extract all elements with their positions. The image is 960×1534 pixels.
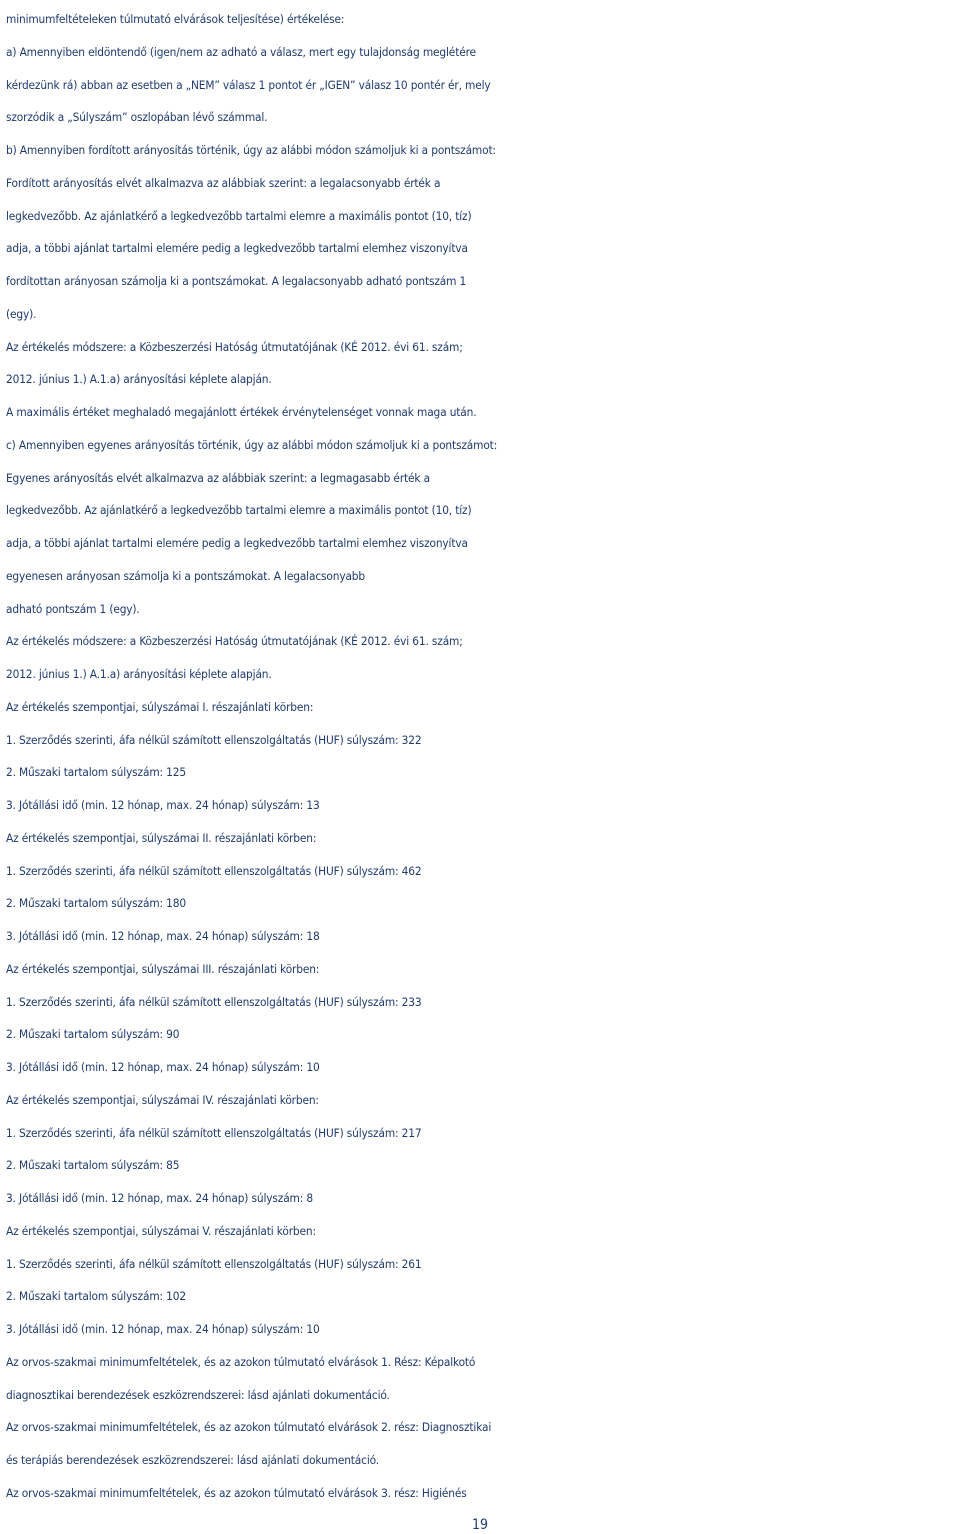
text-line: legkedvezőbb. Az ajánlatkérő a legkedvezőbb tartalmi elemre a maximális pontot (10, tíz) bbox=[6, 208, 472, 223]
text-line: egyenesen arányosan számolja ki a pontszámokat. A legalacsonyabb bbox=[6, 568, 365, 583]
text-line: adja, a többi ajánlat tartalmi elemére pedig a legkedvezőbb tartalmi elemhez viszonyítva bbox=[6, 241, 468, 256]
text-line: kérdezünk rá) abban az esetben a „NEM” válasz 1 pontot ér „IGEN” válasz 10 pontér ér, mely bbox=[6, 77, 491, 92]
text-line: 2. Műszaki tartalom súlyszám: 102 bbox=[6, 1289, 186, 1304]
text-line: b) Amennyiben fordított arányosítás történik, úgy az alábbi módon számoljuk ki a pontszámot: bbox=[6, 143, 496, 157]
text-line: 2. Műszaki tartalom súlyszám: 85 bbox=[6, 1158, 180, 1173]
text-line: 1. Szerződés szerinti, áfa nélkül számított ellenszolgáltatás (HUF) súlyszám: 233 bbox=[6, 994, 422, 1009]
text-line: 3. Jótállási idő (min. 12 hónap, max. 24 hónap) súlyszám: 18 bbox=[6, 929, 320, 943]
text-line: 1. Szerződés szerinti, áfa nélkül számított ellenszolgáltatás (HUF) súlyszám: 322 bbox=[6, 732, 422, 747]
text-line: a) Amennyiben eldöntendő (igen/nem az adható a válasz, mert egy tulajdonság meglétére bbox=[6, 44, 476, 59]
text-line: A maximális értéket meghaladó megajánlott értékek érvénytelenséget vonnak maga után. bbox=[6, 405, 477, 419]
text-line: 1. Szerződés szerinti, áfa nélkül számított ellenszolgáltatás (HUF) súlyszám: 217 bbox=[6, 1125, 422, 1140]
text-line: adható pontszám 1 (egy). bbox=[6, 601, 140, 616]
text-line: 2. Műszaki tartalom súlyszám: 180 bbox=[6, 896, 186, 911]
text-line: 2. Műszaki tartalom súlyszám: 125 bbox=[6, 765, 186, 780]
page-number: 19 bbox=[471, 1517, 489, 1533]
text-line: diagnosztikai berendezések eszközrendszerei: lásd ajánlati dokumentáció. bbox=[6, 1387, 390, 1402]
text-line: Az értékelés szempontjai, súlyszámai I. részajánlati körben: bbox=[6, 699, 314, 714]
text-line: 1. Szerződés szerinti, áfa nélkül számított ellenszolgáltatás (HUF) súlyszám: 261 bbox=[6, 1256, 422, 1271]
text-line: Az értékelés szempontjai, súlyszámai III. részajánlati körben: bbox=[6, 961, 320, 976]
text-line: 3. Jótállási idő (min. 12 hónap, max. 24 hónap) súlyszám: 10 bbox=[6, 1322, 320, 1336]
text-line: és terápiás berendezések eszközrendszerei: lásd ajánlati dokumentáció. bbox=[6, 1453, 379, 1467]
text-line: 2. Műszaki tartalom súlyszám: 90 bbox=[6, 1027, 180, 1042]
text-line: szorzódik a „Súlyszám” oszlopában lévő számmal. bbox=[6, 110, 268, 125]
text-line: Az értékelés szempontjai, súlyszámai IV. részajánlati körben: bbox=[6, 1092, 319, 1107]
text-line: Fordított arányosítás elvét alkalmazva az alábbiak szerint: a legalacsonyabb érték a bbox=[6, 175, 441, 190]
text-line: Az értékelés szempontjai, súlyszámai II. részajánlati körben: bbox=[6, 830, 317, 845]
text-line: Az orvos-szakmai minimumfeltételek, és az azokon túlmutató elvárások 2. rész: Diagnosztikai bbox=[6, 1420, 492, 1435]
text-line: Az orvos-szakmai minimumfeltételek, és az azokon túlmutató elvárások 1. Rész: Képalkotó bbox=[6, 1354, 476, 1369]
text-line: legkedvezőbb. Az ajánlatkérő a legkedvezőbb tartalmi elemre a maximális pontot (10, tíz) bbox=[6, 503, 472, 518]
text-line: minimumfeltételeken túlmutató elvárások teljesítése) értékelése: bbox=[6, 12, 345, 26]
document-body bbox=[6, 3, 958, 1510]
text-line: 3. Jótállási idő (min. 12 hónap, max. 24 hónap) súlyszám: 10 bbox=[6, 1060, 320, 1074]
text-line: adja, a többi ajánlat tartalmi elemére pedig a legkedvezőbb tartalmi elemhez viszonyítva bbox=[6, 536, 468, 550]
text-line: 3. Jótállási idő (min. 12 hónap, max. 24 hónap) súlyszám: 8 bbox=[6, 1191, 313, 1205]
text-line: c) Amennyiben egyenes arányosítás történik, úgy az alábbi módon számoljuk ki a pontszámot: bbox=[6, 437, 498, 452]
text-line: Az értékelés szempontjai, súlyszámai V. részajánlati körben: bbox=[6, 1223, 316, 1238]
text-line: Az orvos-szakmai minimumfeltételek, és az azokon túlmutató elvárások 3. rész: Higiénés bbox=[6, 1485, 467, 1500]
text-line: 2012. június 1.) A.1.a) arányosítási képlete alapján. bbox=[6, 667, 272, 681]
text-line: Az értékelés módszere: a Közbeszerzési Hatóság útmutatójának (KÉ 2012. évi 61. szám; bbox=[6, 634, 463, 649]
text-line: 2012. június 1.) A.1.a) arányosítási képlete alapján. bbox=[6, 372, 272, 387]
text-line: Az értékelés módszere: a Közbeszerzési Hatóság útmutatójának (KÉ 2012. évi 61. szám; bbox=[6, 339, 463, 354]
text-line: (egy). bbox=[6, 306, 37, 321]
text-line: 3. Jótállási idő (min. 12 hónap, max. 24 hónap) súlyszám: 13 bbox=[6, 798, 320, 812]
text-line: fordítottan arányosan számolja ki a pontszámokat. A legalacsonyabb adható pontszám 1 bbox=[6, 274, 467, 288]
text-line: 1. Szerződés szerinti, áfa nélkül számított ellenszolgáltatás (HUF) súlyszám: 462 bbox=[6, 863, 422, 878]
text-line: Egyenes arányosítás elvét alkalmazva az alábbiak szerint: a legmagasabb érték a bbox=[6, 470, 430, 485]
